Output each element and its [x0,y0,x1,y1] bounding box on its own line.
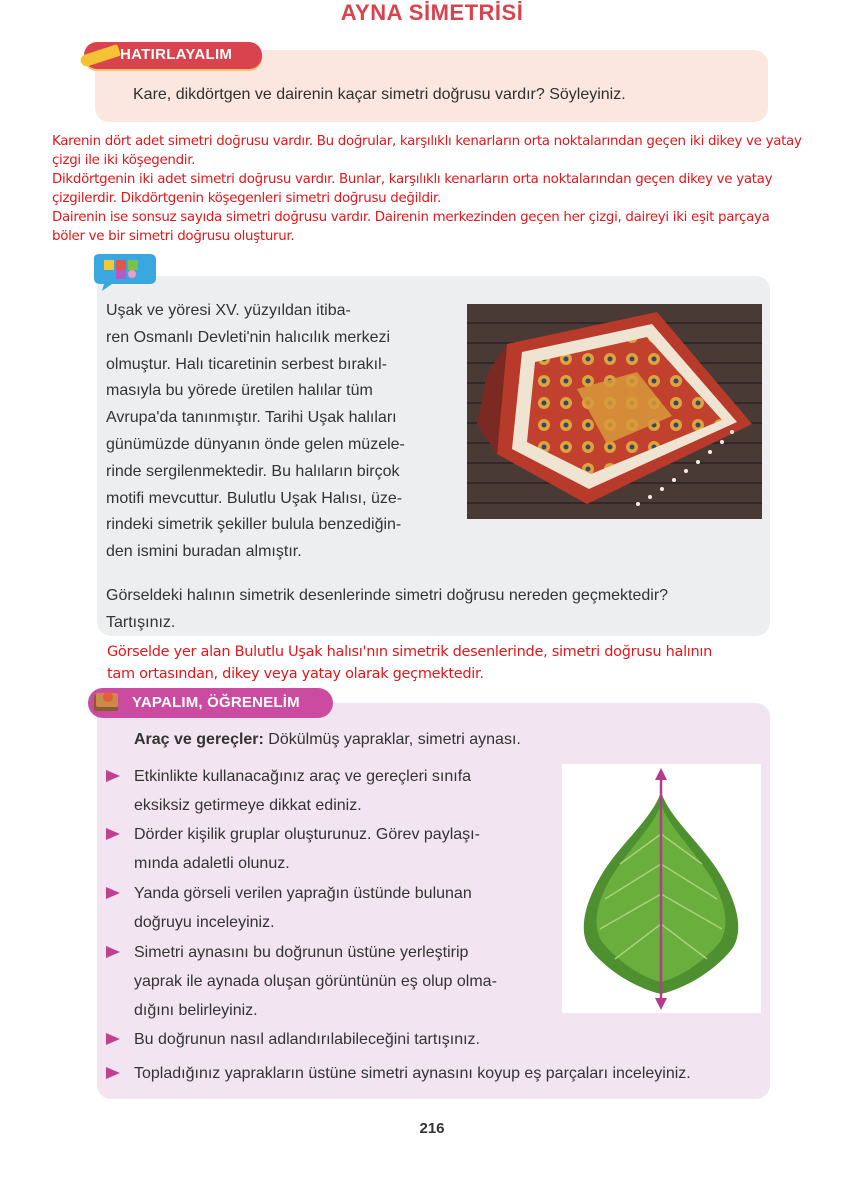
reading-line: masıyla bu yörede üretilen halılar tüm [106,382,373,400]
tools-line [134,731,521,749]
tools-value: Dökülmüş yapraklar, simetri aynası. [263,731,521,748]
reading-line: günümüzde dünyanın önde gelen müzele- [106,435,405,453]
answer-line: çizgilerdir. Dikdörtgenin köşegenleri simetri doğrusu değildir. [52,191,441,206]
arrow-up-icon [655,768,667,780]
arrow-down-icon [655,998,667,1010]
reading-line: den ismini buradan almıştır. [106,543,302,561]
carpet-image [467,304,762,519]
reading-question-line: Görseldeki halının simetrik desenlerinde simetri doğrusu nereden geçmektedir? [106,587,669,604]
activity-tab [88,688,333,718]
book-icon [92,689,122,715]
arrow-bullet-icon [106,946,120,958]
answer-line: Dairenin ise sonsuz sayıda simetri doğrusu vardır. Dairenin merkezinden geçen her çizgi, daireyi iki eşit parçaya [52,210,770,225]
answer-line: çizgi ile iki köşegendir. [52,153,196,168]
activity-tab-label: YAPALIM, ÖĞRENELİM [132,694,300,711]
arrow-bullet-icon [106,887,120,899]
puzzle-speech-icon [90,252,162,292]
remember-tab [84,42,262,69]
arrow-bullet-icon [106,770,120,782]
reading-question-line: Tartışınız. [106,614,176,631]
answer-line: böler ve bir simetri doğrusu oluşturur. [52,229,295,244]
leaf-image-card [562,764,761,1013]
reading-line: Uşak ve yöresi XV. yüzyıldan itiba- [106,302,351,319]
reading-line: ren Osmanlı Devleti'nin halıcılık merkezi [106,328,391,346]
arrow-bullet-icon [106,1067,120,1079]
reading-question [106,582,771,636]
leaf-icon [562,764,761,1013]
answer-line: Karenin dört adet simetri doğrusu vardır. Bu doğrular, karşılıklı kenarların orta noktalarından geçen iki dikey ve yatay [52,134,802,149]
arrow-bullet-icon [106,1033,120,1045]
tools-label: Araç ve gereçler: [134,731,264,748]
pencil-icon [79,44,121,68]
reading-line: rindeki simetrik şekiller bulula benzediğin- [106,516,402,534]
reading-line: motifi mevcuttur. Bulutlu Uşak Halısı, üze- [106,489,403,507]
arrow-bullet-icon [106,828,120,840]
reading-line: olmuştur. Halı ticaretinin serbest bırakıl- [106,355,387,373]
reading-line: Avrupa'da tanınmıştır. Tarihi Uşak halıları [106,409,397,427]
answer-line: Görselde yer alan Bulutlu Uşak halısı'nın simetrik desenlerinde, simetri doğrusu halının [107,644,713,660]
answer-line: tam ortasından, dikey veya yatay olarak geçmektedir. [107,666,484,682]
answer-line: Dikdörtgenin iki adet simetri doğrusu vardır. Bunlar, karşılıklı kenarların orta noktalarından geçen dikey ve yatay [52,172,773,187]
handwritten-reading-answer [96,636,816,686]
page-number: 216 [419,1120,445,1137]
remember-question: Kare, dikdörtgen ve dairenin kaçar simetri doğrusu vardır? Söyleyiniz. [133,86,626,103]
reading-paragraph [106,298,451,566]
reading-line: rinde sergilenmektedir. Bu halıların birçok [106,462,400,480]
handwritten-answer-block [30,128,830,246]
page-title: AYNA SİMETRİSİ [340,0,524,25]
remember-tab-label: HATIRLAYALIM [120,46,233,63]
